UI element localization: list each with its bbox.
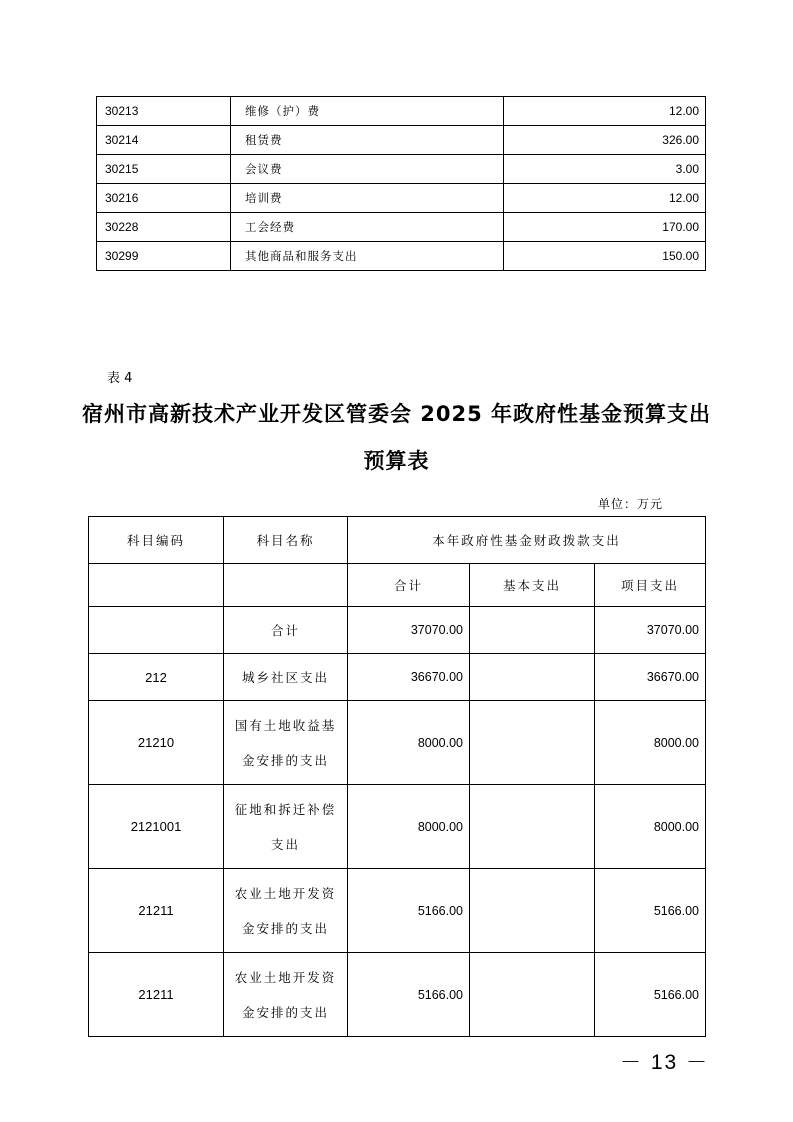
- table-row: [97, 184, 706, 213]
- cell-total: 8000.00: [348, 701, 470, 785]
- page-number: － 13 －: [620, 1051, 710, 1074]
- cell-code: 30215: [97, 155, 231, 184]
- header-basic: 基本支出: [470, 564, 595, 607]
- expense-detail-table: [96, 96, 706, 271]
- table-row: [97, 242, 706, 271]
- cell-name: 城乡社区支出: [224, 654, 348, 701]
- header-name: 科目名称: [224, 517, 348, 564]
- cell-code: 212: [89, 654, 224, 701]
- table-row: [89, 654, 706, 701]
- cell-name: [224, 953, 348, 1037]
- cell-name: 维修（护）费: [231, 97, 504, 126]
- fund-budget-table: [88, 516, 706, 1037]
- cell-name: 其他商品和服务支出: [231, 242, 504, 271]
- cell-project: 37070.00: [595, 607, 706, 654]
- cell-total: 36670.00: [348, 654, 470, 701]
- table-row: [97, 213, 706, 242]
- cell-name-line: 农业土地开发资: [234, 969, 337, 985]
- cell-name-line: 金安排的支出: [241, 752, 329, 768]
- unit-label: 单位：万元: [598, 497, 664, 511]
- table-number-label: 表 4: [107, 371, 133, 386]
- cell-total: 8000.00: [348, 785, 470, 869]
- cell-project: 5166.00: [595, 869, 706, 953]
- cell-project: 8000.00: [595, 701, 706, 785]
- cell-name: 租赁费: [231, 126, 504, 155]
- cell-code: 30228: [97, 213, 231, 242]
- document-title-continued: 预算表: [363, 449, 430, 473]
- table-row: [89, 607, 706, 654]
- table-row: [97, 97, 706, 126]
- cell-basic: [470, 701, 595, 785]
- table-row: [97, 155, 706, 184]
- cell-code: 21211: [89, 953, 224, 1037]
- cell-total: 37070.00: [348, 607, 470, 654]
- cell-total: 5166.00: [348, 953, 470, 1037]
- cell-amount: 150.00: [504, 242, 706, 271]
- cell-name: 工会经费: [231, 213, 504, 242]
- header-row: [89, 517, 706, 564]
- table-row: [97, 126, 706, 155]
- cell-amount: 12.00: [504, 184, 706, 213]
- cell-name-line: 金安排的支出: [241, 1004, 329, 1020]
- table-row: [89, 869, 706, 953]
- cell-name: 会议费: [231, 155, 504, 184]
- cell-code: 2121001: [89, 785, 224, 869]
- cell-code: 30299: [97, 242, 231, 271]
- cell-name: 培训费: [231, 184, 504, 213]
- cell-code: [89, 607, 224, 654]
- table-row: [89, 953, 706, 1037]
- header-empty: [89, 564, 224, 607]
- cell-name: [224, 869, 348, 953]
- cell-name-line: 农业土地开发资: [234, 885, 337, 901]
- cell-project: 8000.00: [595, 785, 706, 869]
- cell-name: 合计: [224, 607, 348, 654]
- header-empty: [224, 564, 348, 607]
- cell-code: 30213: [97, 97, 231, 126]
- header-total: 合计: [348, 564, 470, 607]
- cell-name-line: 金安排的支出: [241, 920, 329, 936]
- cell-basic: [470, 607, 595, 654]
- document-title: 宿州市高新技术产业开发区管委会 2025 年政府性基金预算支出: [81, 402, 712, 426]
- cell-basic: [470, 785, 595, 869]
- cell-code: 30214: [97, 126, 231, 155]
- cell-name: [224, 785, 348, 869]
- cell-name-line: 支出: [270, 836, 300, 852]
- cell-name-line: 征地和拆迁补偿: [234, 801, 337, 817]
- cell-total: 5166.00: [348, 869, 470, 953]
- cell-amount: 170.00: [504, 213, 706, 242]
- cell-code: 21211: [89, 869, 224, 953]
- header-project: 项目支出: [595, 564, 706, 607]
- header-group: 本年政府性基金财政拨款支出: [348, 517, 706, 564]
- cell-name: [224, 701, 348, 785]
- table-row: [89, 785, 706, 869]
- cell-amount: 12.00: [504, 97, 706, 126]
- cell-amount: 326.00: [504, 126, 706, 155]
- cell-project: 36670.00: [595, 654, 706, 701]
- cell-basic: [470, 953, 595, 1037]
- cell-code: 30216: [97, 184, 231, 213]
- subheader-row: [89, 564, 706, 607]
- cell-basic: [470, 869, 595, 953]
- header-code: 科目编码: [89, 517, 224, 564]
- cell-project: 5166.00: [595, 953, 706, 1037]
- table-row: [89, 701, 706, 785]
- cell-amount: 3.00: [504, 155, 706, 184]
- cell-basic: [470, 654, 595, 701]
- cell-name-line: 国有土地收益基: [234, 717, 337, 733]
- cell-code: 21210: [89, 701, 224, 785]
